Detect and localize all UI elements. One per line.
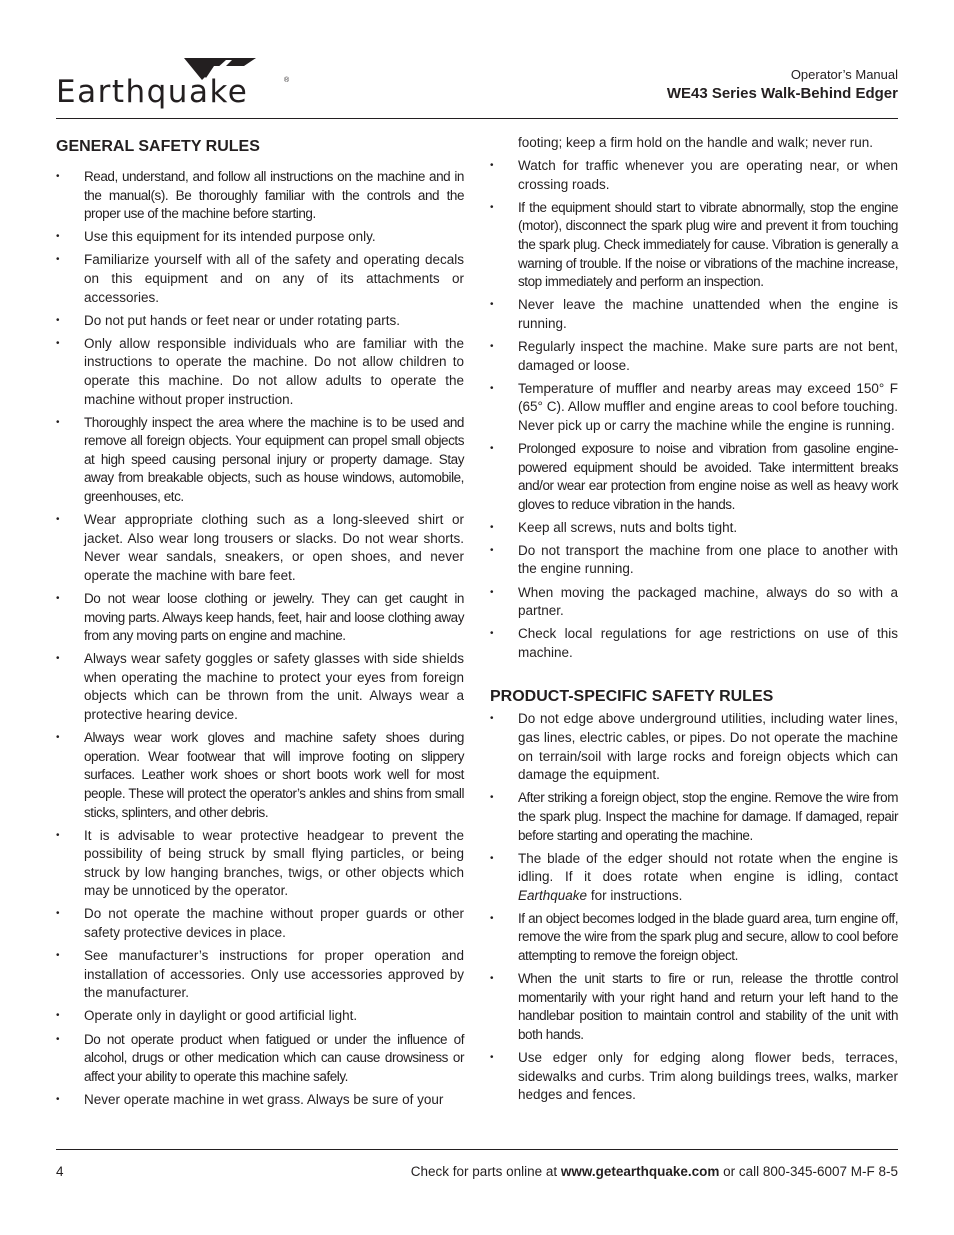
list-item: • Do not transport the machine from one place to another with the engine running.: [490, 542, 898, 577]
bullet-icon: •: [490, 442, 494, 454]
list-item: • After striking a foreign object, stop the engine. Remove the wire from the spark plug. Inspect the machine for damage. If damaged, repair before starting and operating the machine.: [490, 790, 898, 843]
list-item: • Do not put hands or feet near or under rotating parts.: [56, 312, 464, 331]
bullet-icon: •: [56, 732, 60, 744]
left-column: [56, 134, 464, 1114]
bullet-icon: •: [490, 973, 494, 985]
bullet-icon: •: [56, 514, 60, 526]
continued-text: footing; keep a firm hold on the handle and walk; never run.: [518, 135, 873, 150]
bullet-icon: •: [56, 416, 60, 428]
product-safety-list: [490, 710, 898, 1104]
list-item: • Check local regulations for age restrictions on use of this machine.: [490, 626, 898, 660]
bullet-icon: •: [490, 852, 494, 864]
bullet-icon: •: [490, 299, 494, 311]
list-item: • Prolonged exposure to noise and vibration from gasoline engine-powered equipment should be avoided. Take intermittent breaks and/or wear ear protection from engine noise as well as heavy work gloves to reduce vibration in the hands.: [490, 440, 898, 512]
general-safety-heading: GENERAL SAFETY RULES: [56, 138, 260, 155]
list-item: • Read, understand, and follow all instructions on the machine and in the manual(s). Be thoroughly familiar with the controls and the proper use of the machine before starting.: [56, 169, 464, 222]
bullet-icon: •: [56, 829, 60, 841]
list-item: • Do not wear loose clothing or jewelry. They can get caught in moving parts. Always keep hands, feet, hair and loose clothing away from any moving parts on engine and machine.: [56, 590, 464, 644]
footer-divider: [56, 1149, 898, 1150]
manual-title: WE43 Series Walk-Behind Edger: [666, 85, 898, 102]
bullet-icon: •: [56, 592, 60, 604]
bullet-icon: •: [56, 337, 60, 349]
list-item: • Use this equipment for its intended purpose only.: [56, 228, 464, 247]
list-item: • Never operate machine in wet grass. Always be sure of your: [56, 1091, 464, 1110]
bullet-icon: •: [56, 171, 60, 182]
list-item: • Always wear work gloves and machine safety shoes during operation. Wear footwear that will improve footing on slippery surfaces. Leather work shoes or short boots work well for most people. These will protect the operator’s ankles and shins from small sticks, splinters, and other debris.: [56, 730, 464, 820]
bullet-icon: •: [490, 382, 494, 394]
bullet-icon: •: [490, 1052, 494, 1064]
list-item: • Familiarize yourself with all of the safety and operating decals on this equipment and on any of its attachments or accessories.: [56, 252, 464, 305]
website-link[interactable]: www.getearthquake.com: [560, 1164, 720, 1179]
list-item: • Only allow responsible individuals who are familiar with the instructions to operate the machine. Do not allow children to operate this machine. Do not allow adults to operate the machine without proper instruction.: [56, 335, 464, 407]
list-item: • When moving the packaged machine, always do so with a partner.: [490, 584, 898, 619]
list-item: • Do not operate the machine without proper guards or other safety protective devices in place.: [56, 906, 464, 941]
list-item: • Keep all screws, nuts and bolts tight.: [490, 519, 898, 538]
list-item: • Use edger only for edging along flower beds, terraces, sidewalks and curbs. Trim along buildings trees, walks, marker hedges and fences.: [490, 1050, 898, 1103]
bullet-icon: •: [56, 1010, 60, 1022]
bullet-icon: •: [490, 628, 494, 640]
list-item: • Always wear safety goggles or safety glasses with side shields when operating the machine to protect your eyes from foreign objects which can be thrown from the unit. Always wear a protective hearing device.: [56, 651, 464, 723]
bullet-icon: •: [490, 201, 494, 213]
bullet-icon: •: [490, 160, 494, 172]
earthquake-logo: [56, 54, 296, 119]
list-item: • If the equipment should start to vibrate abnormally, stop the engine (motor), disconnect the spark plug wire and prevent it from touching the spark plug. Check immediately for cause. Vibration is generally a warning of trouble. If the noise or vibrations of the machine increase, stop immediately and perform an inspection.: [490, 199, 898, 290]
bullet-icon: •: [56, 231, 60, 243]
bullet-icon: •: [490, 792, 494, 804]
brand-name: Earthquake: [518, 887, 588, 903]
list-item: • Wear appropriate clothing such as a long-sleeved shirt or jacket. Also wear long trousers or slacks. Do not wear shorts. Never wear sandals, sneakers, or open shoes, and never operate the machine with bare feet.: [56, 512, 464, 583]
bullet-icon: •: [490, 340, 494, 352]
bullet-icon: •: [490, 521, 494, 533]
bullet-icon: •: [490, 713, 494, 725]
logo-wordmark: Earthquake: [56, 74, 249, 110]
list-item: • Temperature of muffler and nearby areas may exceed 150° F (65° C). Allow muffler and engine areas to cool before touching. Never pick up or carry the machine while the engine is running.: [490, 380, 898, 433]
bullet-icon: •: [56, 1093, 60, 1105]
list-item: • The blade of the edger should not rotate when the engine is idling. If it does rotate when engine is idling, contact Earthquake for instructions.: [490, 850, 898, 903]
list-item: • Never leave the machine unattended when the engine is running.: [490, 297, 898, 331]
bullet-icon: •: [56, 908, 60, 920]
right-column: [490, 134, 898, 1109]
page-number: 4: [56, 1164, 64, 1179]
list-item: • Do not operate product when fatigued or under the influence of alcohol, drugs or other medication which can cause drowsiness or affect your ability to operate this machine safely.: [56, 1031, 464, 1084]
product-safety-heading: PRODUCT-SPECIFIC SAFETY RULES: [490, 688, 774, 706]
list-item: • Regularly inspect the machine. Make sure parts are not bent, damaged or loose.: [490, 338, 898, 373]
general-safety-list-continued: [490, 157, 898, 662]
list-item: • It is advisable to wear protective headgear to prevent the possibility of being struck by small flying particles, or being struck by low hanging branches, twigs, or other objects which may be unnoticed by the operator.: [56, 827, 464, 899]
list-item: • When the unit starts to fire or run, release the throttle control momentarily with your right hand and return your left hand to the handlebar position to maintain control and stability of the unit with both hands.: [490, 971, 898, 1042]
general-safety-list: [56, 168, 464, 1109]
list-item: • Operate only in daylight or good artificial light.: [56, 1007, 464, 1026]
footer-contact: Check for parts online at www.getearthquake.com or call 800-345-6007 M-F 8-5: [410, 1164, 898, 1179]
bullet-icon: •: [490, 544, 494, 556]
list-item: • Thoroughly inspect the area where the machine is to be used and remove all foreign objects. Your equipment can propel small objects at high speed causing personal injury or property damage. Stay away from breakable objects, such as house windows, automobile, greenhouses, etc.: [56, 414, 464, 504]
bullet-icon: •: [490, 586, 494, 598]
list-item: • Do not edge above underground utilities, including water lines, gas lines, electric cables, or pipes. Do not operate the machine on terrain/soil with large rocks and foreign objects which can damage the equipment.: [490, 711, 898, 783]
page-header: [56, 50, 898, 118]
list-item: • If an object becomes lodged in the blade guard area, turn engine off, remove the wire from the spark plug and secure, allow to cool before attempting to remove the foreign object.: [490, 910, 898, 964]
bullet-icon: •: [56, 254, 60, 266]
bullet-icon: •: [56, 1033, 60, 1045]
bullet-icon: •: [490, 912, 494, 924]
bullet-icon: •: [56, 950, 60, 962]
list-item: • See manufacturer’s instructions for proper operation and installation of accessories. Only use accessories approved by the manufacturer.: [56, 948, 464, 1001]
manual-label: Operator’s Manual: [790, 67, 898, 82]
registered-mark: ®: [284, 77, 290, 84]
bullet-icon: •: [56, 653, 60, 665]
list-item: • Watch for traffic whenever you are operating near, or when crossing roads.: [490, 158, 898, 192]
bullet-icon: •: [56, 314, 60, 326]
header-divider: [56, 118, 898, 119]
